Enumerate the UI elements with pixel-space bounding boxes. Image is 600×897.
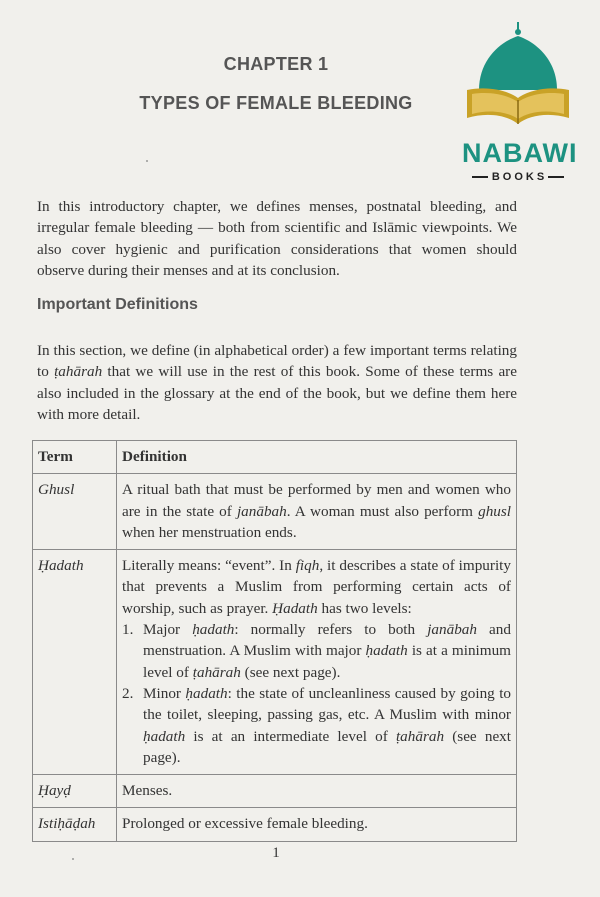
header-definition: Definition bbox=[117, 441, 517, 474]
chapter-title: TYPES OF FEMALE BLEEDING bbox=[139, 93, 413, 113]
publisher-logo bbox=[462, 20, 578, 183]
def-text: is at a minimum level of bbox=[143, 642, 511, 681]
table-row bbox=[33, 808, 517, 841]
list-item bbox=[122, 683, 511, 768]
paper-speck bbox=[72, 858, 74, 860]
def-term: ḥadath bbox=[185, 684, 228, 702]
chapter-label: CHAPTER 1 bbox=[223, 54, 329, 74]
def-term: ḥadath bbox=[143, 727, 186, 745]
def-term: ṭahārah bbox=[192, 663, 241, 681]
list-number: 1. bbox=[122, 621, 134, 639]
definitions-intro-term: ṭahārah bbox=[54, 363, 103, 381]
definitions-table bbox=[32, 440, 517, 842]
def-term: fiqh bbox=[295, 557, 320, 575]
def-text: , it describes a state of impurity that prevents a Muslim from performing certain acts of worship, such as prayer. bbox=[122, 557, 511, 617]
table-row bbox=[33, 550, 517, 775]
def-text: Major bbox=[143, 621, 193, 639]
mosque-book-icon bbox=[462, 20, 574, 140]
def-text: : the state of uncleanliness caused by going to the toilet, sleeping, passing gas, etc. A Muslim with minor bbox=[143, 684, 512, 724]
table-row bbox=[33, 775, 517, 808]
def-text: (see next page). bbox=[240, 663, 341, 681]
def-text: (see next page). bbox=[143, 727, 511, 766]
def-text: Minor bbox=[143, 684, 186, 702]
def-text: : normally refers to both bbox=[234, 621, 428, 639]
def-text: has two levels: bbox=[317, 599, 412, 617]
intro-paragraph: In this introductory chapter, we defines menses, postnatal bleeding, and irregular female bleeding — both from scientific and Islāmic viewpoints. We also cover hygienic and purification considerations that women should observe during their menses and at its conclusion. bbox=[37, 198, 517, 279]
list-number: 2. bbox=[122, 684, 134, 702]
list-item bbox=[122, 619, 511, 683]
definition-cell bbox=[117, 474, 517, 550]
term-cell: Ghusl bbox=[33, 474, 117, 550]
def-text: Literally means: “event”. In bbox=[122, 557, 296, 575]
def-text: A ritual bath that must be performed by men and women who are in the state of bbox=[122, 481, 511, 520]
term-cell: Ḥadath bbox=[33, 550, 117, 775]
definition-text bbox=[122, 555, 511, 619]
page-number: 1 bbox=[272, 845, 280, 861]
list-text bbox=[143, 619, 511, 683]
definitions-intro bbox=[37, 340, 517, 425]
hadath-levels-list bbox=[122, 619, 511, 768]
definitions-intro-text: In this section, we define (in alphabetical order) a few important terms relating to bbox=[37, 342, 517, 381]
def-text: . A woman must also perform bbox=[286, 502, 479, 520]
def-term: ṭahārah bbox=[395, 727, 445, 745]
logo-wordmark: NABAWI bbox=[462, 138, 578, 168]
definition-cell: Menses. bbox=[117, 775, 517, 808]
table-header-row bbox=[33, 441, 517, 474]
def-term: ghusl bbox=[478, 502, 512, 520]
paper-speck bbox=[146, 160, 148, 162]
header-term: Term bbox=[33, 441, 117, 474]
definition-cell bbox=[117, 550, 517, 775]
definition-cell: Prolonged or excessive female bleeding. bbox=[117, 808, 517, 841]
def-term: ḥadath bbox=[192, 621, 235, 639]
section-heading: Important Definitions bbox=[37, 296, 198, 313]
def-term: janābah bbox=[427, 621, 477, 639]
logo-subtitle: BOOKS bbox=[462, 171, 574, 183]
definitions-intro-text-2: that we will use in the rest of this book. Some of these terms are also included in the glossary at the end of the book, but we define them here with more detail. bbox=[37, 363, 517, 423]
def-term: Ḥadath bbox=[272, 599, 318, 617]
def-text: is at an intermediate level of bbox=[185, 727, 396, 745]
term-cell: Ḥayḍ bbox=[33, 775, 117, 808]
list-text bbox=[143, 683, 511, 768]
table-row bbox=[33, 474, 517, 550]
def-term: ḥadath bbox=[365, 642, 408, 660]
def-text: when her menstruation ends. bbox=[122, 523, 297, 541]
def-text: and menstruation. A Muslim with major bbox=[143, 621, 511, 660]
term-cell: Istiḥāḍah bbox=[33, 808, 117, 841]
def-term: janābah bbox=[236, 502, 287, 520]
